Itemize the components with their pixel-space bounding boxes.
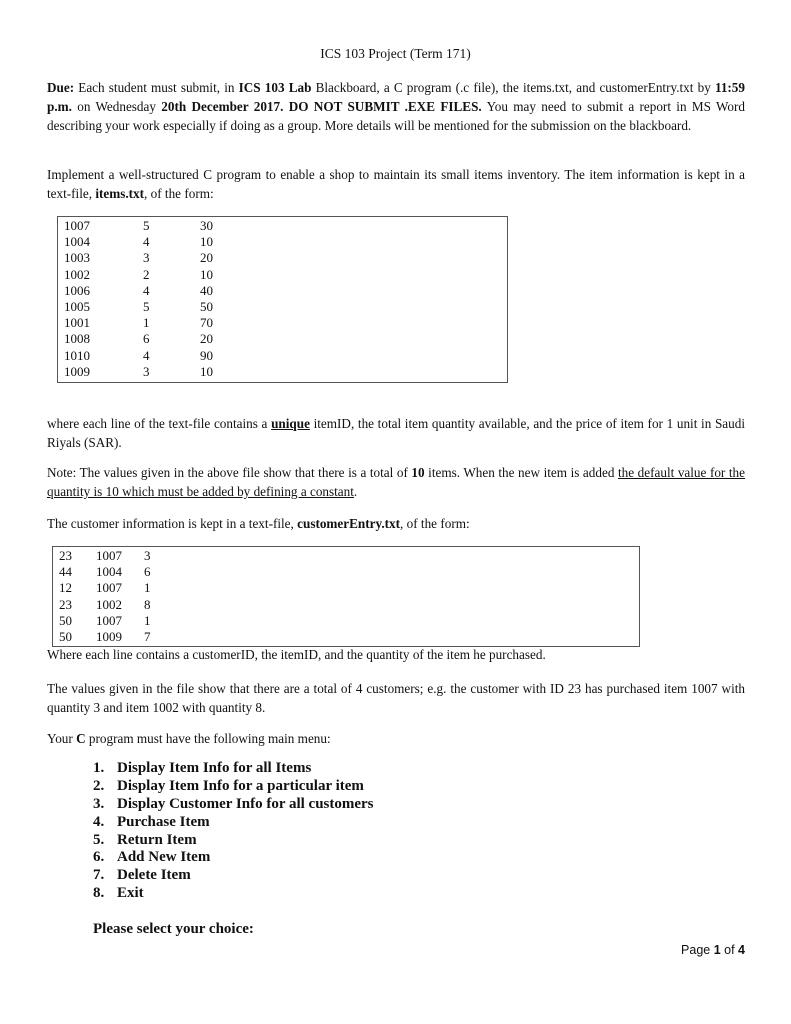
menu-item [93,832,374,850]
menu-item-number: 5. [93,831,105,848]
menu-item [93,814,374,832]
menu-item-label: Purchase Item [117,813,210,830]
customer-table-cell: 50 [59,628,72,644]
menu-item [93,778,374,796]
main-menu-list [93,760,374,903]
items-table-cell: 20 [200,250,213,266]
menu-item [93,885,374,903]
customer-table-row [53,564,639,580]
customer-table-row [53,580,639,596]
customer-table-cell: 23 [59,548,72,563]
customer-table-cell: 23 [59,596,72,612]
menu-item [93,867,374,885]
items-table-row [58,348,507,364]
customer-table-row [53,613,639,629]
items-table-cell: 30 [200,218,213,233]
customer-table-cell: 50 [59,612,72,628]
customer-table-cell: 12 [59,580,72,596]
customer-table-cell: 1 [144,612,151,628]
customer-table-row [53,629,639,645]
menu-item-label: Return Item [117,831,197,848]
items-table-row [58,234,507,250]
menu-item-number: 3. [93,795,105,812]
customer-table-cell: 1009 [96,628,122,644]
items-table [57,216,508,383]
menu-item-number: 7. [93,867,105,884]
implement-paragraph: Implement a well-structured C program to enable a shop to maintain its small items inventory. The item information is kept in a text-file, items.txt, of the form: [47,167,745,201]
menu-item-label: Display Item Info for a particular item [117,777,364,794]
customer-table-cell: 1007 [96,548,122,563]
items-table-cell: 1004 [64,234,90,250]
items-table-cell: 2 [143,266,150,282]
items-table-row [58,218,507,234]
items-table-cell: 10 [200,234,213,250]
due-paragraph: Due: Each student must submit, in ICS 103 Lab Blackboard, a C program (.c file), the items.txt, and customerEntry.txt by 11:59 p.m. on Wednesday 20th December 2017. DO NOT SUBMIT .EXE FILES. You may need to submit a report in MS Word describing your work especially if doing as a group. More details will be mentioned for the submission on the blackboard. [47,80,745,133]
customer-caption: Where each line contains a customerID, the itemID, and the quantity of the item he purchased. [47,647,546,662]
items-table-cell: 4 [143,347,150,363]
select-choice-prompt: Please select your choice: [93,921,254,937]
page-number: Page 1 of 4 [681,943,745,957]
items-table-cell: 1002 [64,266,90,282]
items-table-row [58,283,507,299]
values-paragraph: The values given in the file show that there are a total of 4 customers; e.g. the customer with ID 23 has purchased item 1007 with quantity 3 and item 1002 with quantity 8. [47,681,745,715]
customer-table-cell: 8 [144,596,151,612]
menu-item [93,849,374,867]
items-table-cell: 50 [200,298,213,314]
items-table-row [58,315,507,331]
menu-item-label: Display Customer Info for all customers [117,795,374,812]
customer-table-cell: 1 [144,580,151,596]
menu-item [93,760,374,778]
customer-table-cell: 1007 [96,580,122,596]
menu-item-number: 6. [93,849,105,866]
items-table-cell: 6 [143,331,150,347]
items-table-row [58,364,507,380]
menu-item-number: 4. [93,813,105,830]
note-paragraph: Note: The values given in the above file show that there is a total of 10 items. When the new item is added the default value for the quantity is 10 which must be added by defining a constant. [47,465,745,499]
items-table-cell: 1001 [64,315,90,331]
items-table-cell: 5 [143,218,150,233]
items-table-cell: 1008 [64,331,90,347]
customer-table-row [53,548,639,564]
items-table-cell: 1003 [64,250,90,266]
menu-item-number: 8. [93,885,105,902]
customer-table-cell: 6 [144,564,151,580]
customer-table-cell: 1007 [96,612,122,628]
menu-item-label: Delete Item [117,867,191,884]
items-table-cell: 1007 [64,218,90,233]
items-table-cell: 1005 [64,298,90,314]
items-table-cell: 4 [143,234,150,250]
where-paragraph: where each line of the text-file contains a unique itemID, the total item quantity available, and the price of item for 1 unit in Saudi Riyals (SAR). [47,416,745,450]
items-table-cell: 1006 [64,282,90,298]
menu-item-number: 2. [93,777,105,794]
menu-item-label: Exit [117,885,144,902]
items-table-cell: 70 [200,315,213,331]
items-table-cell: 1009 [64,363,90,379]
customer-table-row [53,597,639,613]
items-table-row [58,267,507,283]
menu-item-label: Display Item Info for all Items [117,760,312,776]
items-table-cell: 20 [200,331,213,347]
customer-table-cell: 1004 [96,564,122,580]
customer-table [52,546,640,647]
items-table-row [58,299,507,315]
customer-table-cell: 7 [144,628,151,644]
customer-table-cell: 44 [59,564,72,580]
items-table-cell: 3 [143,363,150,379]
items-table-row [58,250,507,266]
menu-item [93,796,374,814]
items-table-cell: 10 [200,266,213,282]
items-table-cell: 4 [143,282,150,298]
items-table-cell: 1010 [64,347,90,363]
document-title: ICS 103 Project (Term 171) [320,46,471,61]
customer-table-cell: 1002 [96,596,122,612]
items-table-cell: 5 [143,298,150,314]
items-table-row [58,331,507,347]
menu-item-number: 1. [93,760,105,776]
items-table-cell: 40 [200,282,213,298]
items-table-cell: 1 [143,315,150,331]
items-table-cell: 3 [143,250,150,266]
customer-table-cell: 3 [144,548,151,563]
customer-paragraph: The customer information is kept in a text-file, customerEntry.txt, of the form: [47,516,470,531]
items-table-cell: 90 [200,347,213,363]
items-table-cell: 10 [200,363,213,379]
menu-item-label: Add New Item [117,849,211,866]
menu-intro: Your C program must have the following main menu: [47,731,331,746]
